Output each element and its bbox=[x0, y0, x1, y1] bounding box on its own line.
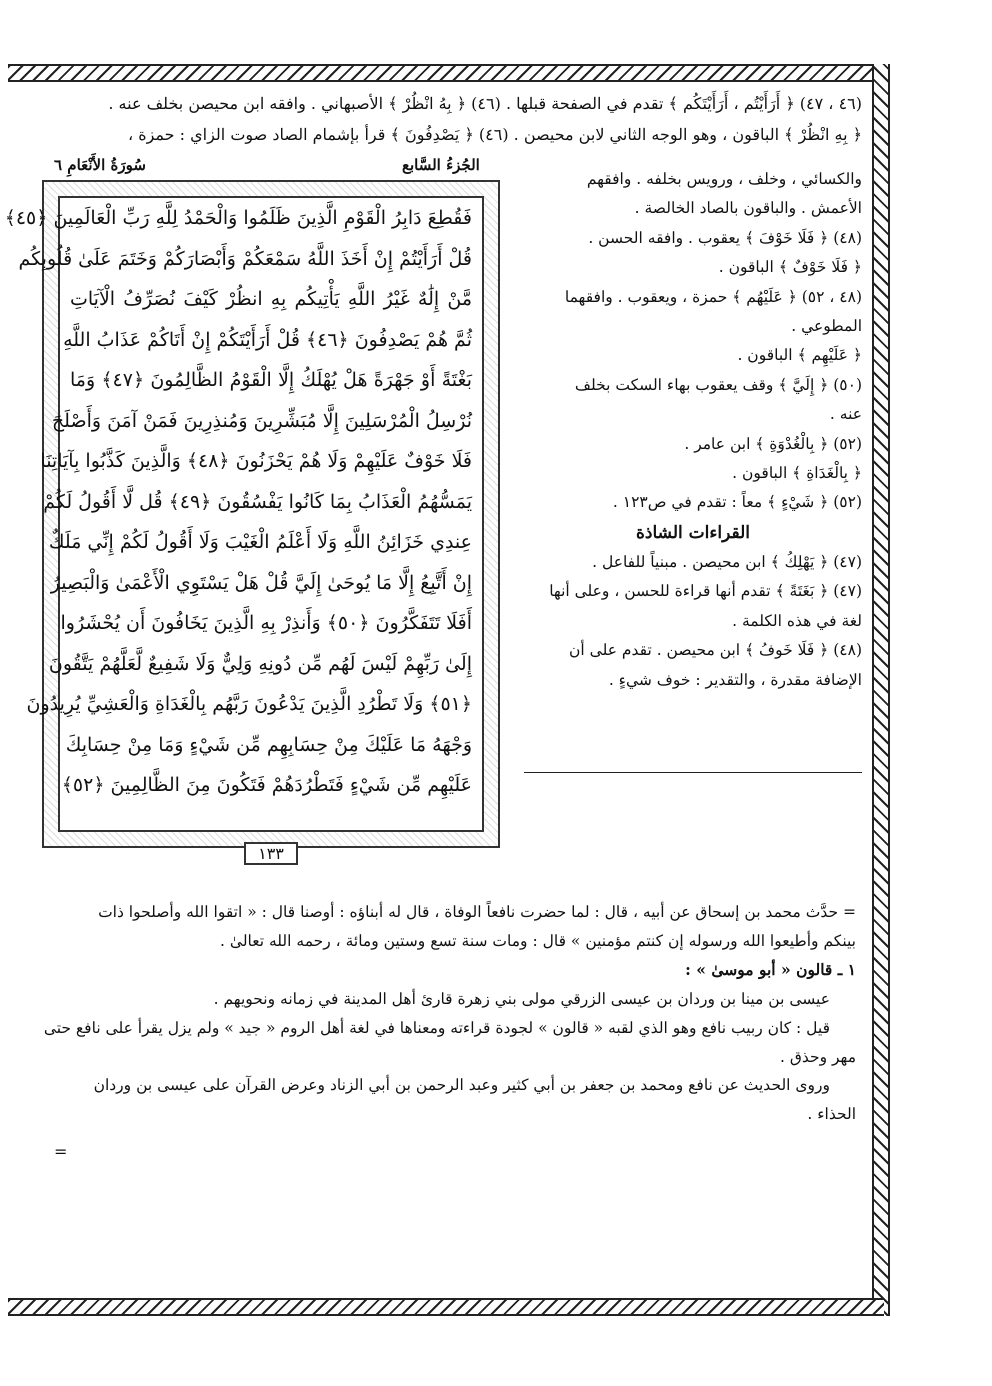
note-line: الأعمش . والباقون بالصاد الخالصة . bbox=[634, 199, 862, 218]
note-line: (٥٢) ﴿ بِالْغُدْوَةِ ﴾ ابن عامر . bbox=[684, 434, 862, 453]
notes-divider bbox=[524, 772, 862, 773]
mushaf-footer bbox=[42, 842, 500, 865]
note-line: عنه . bbox=[829, 405, 862, 424]
note-line: ﴿ فَلَا خَوْفٌ ﴾ الباقون . bbox=[718, 258, 862, 277]
quran-line: عِندِي خَزَائِنُ اللَّهِ وَلَا أَعْلَمُ الْغَيْبَ وَلَا أَقُولُ لَكُمْ إِنِّي مَلَكٌ bbox=[48, 531, 472, 553]
quran-line: يَمَسُّهُمُ الْعَذَابُ بِمَا كَانُوا يَفْسُقُونَ ﴿٤٩﴾ قُل لَّا أَقُولُ لَكُمْ bbox=[43, 490, 472, 513]
footnote-line: بينكم وأطيعوا الله ورسوله إن كنتم مؤمنين » قال : ومات سنة تسع وستين ومائة ، رحمه الله تعالىٰ . bbox=[220, 931, 856, 950]
quran-line: بَغْتَةً أَوْ جَهْرَةً هَلْ يُهْلَكُ إِلَّا الْقَوْمُ الظَّالِمُونَ ﴿٤٧﴾ وَمَا bbox=[70, 369, 472, 391]
ornamental-border-top bbox=[8, 64, 884, 82]
note-line: ﴿ بِالْغَدَاةِ ﴾ الباقون . bbox=[732, 464, 862, 483]
top-note-line: ﴿ بِهِ انْظُرْ ﴾ الباقون ، وهو الوجه الثاني لابن محيصن . (٤٦) ﴿ يَصْدِفُونَ ﴾ قرأ بإشمام الصاد صوت الزاي : حمزة ، bbox=[127, 125, 862, 144]
quran-line: فَقُطِعَ دَابِرُ الْقَوْمِ الَّذِينَ ظَلَمُوا وَالْحَمْدُ لِلَّهِ رَبِّ الْعَالَمِينَ ﴿٤٥﴾ bbox=[4, 207, 472, 229]
footnote-line: = حدَّث محمد بن إسحاق عن أبيه ، قال : لما حضرت نافعاً الوفاة ، قال له أبناؤه : أوصنا قال : « اتقوا الله وأصلحوا ذات bbox=[98, 903, 856, 921]
footnote-line: مهر وحذق . bbox=[779, 1047, 856, 1066]
note-line: (٤٨) ﴿ فَلَا خَوْفَ ﴾ يعقوب . وافقه الحسن . bbox=[588, 228, 862, 247]
quran-line: إِلَىٰ رَبِّهِمْ لَيْسَ لَهُم مِّن دُونِهِ وَلِيٌّ وَلَا شَفِيعٌ لَّعَلَّهُمْ يَتَّقُونَ bbox=[48, 652, 472, 675]
mushaf-text-area bbox=[4, 196, 484, 832]
footnote-line: قيل : كان ربيب نافع وهو الذي لقبه « قالون » لجودة قراءته ومعناها في لغة أهل الروم « جيد » ولم يزل يقرأ على نافع حتى bbox=[43, 1018, 830, 1037]
quran-line: قُلْ أَرَأَيْتُمْ إِنْ أَخَذَ اللَّهُ سَمْعَكُمْ وَأَبْصَارَكُمْ وَخَتَمَ عَلَىٰ قُلُوبِكُم bbox=[18, 247, 472, 270]
shadh-note-line: لغة في هذه الكلمة . bbox=[732, 611, 862, 630]
mushaf-page bbox=[4, 152, 510, 868]
section-title: القراءات الشاذة bbox=[636, 522, 750, 543]
shadh-note-line: (٤٧) ﴿ بَغَتَةً ﴾ تقدم أنها قراءة للحسن ، وعلى أنها bbox=[549, 582, 862, 601]
mushaf-page-number: ١٣٣ bbox=[244, 842, 298, 865]
surah-name: سُورَةُ الأَنْعَامِ ٦ bbox=[54, 156, 146, 174]
footnote-line: الحذاء . bbox=[807, 1105, 856, 1124]
mushaf-ornamental-frame bbox=[4, 180, 500, 848]
quran-line: ثُمَّ هُمْ يَصْدِفُونَ ﴿٤٦﴾ قُلْ أَرَأَيْتَكُمْ إِنْ أَتَاكُمْ عَذَابُ اللَّهِ bbox=[63, 328, 472, 351]
footnote-heading: ١ ـ قالون « أبو موسىٰ » : bbox=[685, 959, 856, 979]
quran-line: ﴿٥١﴾ وَلَا تَطْرُدِ الَّذِينَ يَدْعُونَ رَبَّهُم بِالْغَدَاةِ وَالْعَشِيِّ يُرِيدُونَ bbox=[26, 693, 472, 715]
footnote-line: عيسى بن مينا بن وردان بن عيسى الزرقي مولى بني زهرة قارئ أهل المدينة في زمانه ونحويهم . bbox=[213, 989, 830, 1008]
continuation-mark: = bbox=[54, 1142, 68, 1161]
quran-line: وَجْهَهُ مَا عَلَيْكَ مِنْ حِسَابِهِم مِّن شَيْءٍ وَمَا مِنْ حِسَابِكَ bbox=[65, 733, 472, 756]
shadh-note-line: (٤٨) ﴿ فَلَا خَوفُ ﴾ ابن محيصن . تقدم على أن bbox=[569, 641, 862, 660]
note-line: والكسائي ، وخلف ، ورويس بخلفه . وافقهم bbox=[586, 170, 862, 188]
footnote-line: وروى الحديث عن نافع ومحمد بن جعفر بن أبي كثير وعبد الرحمن بن أبي الزناد وعرض القرآن على عيسى بن وردان bbox=[93, 1076, 830, 1095]
top-notes bbox=[40, 88, 862, 150]
quran-line: نُرْسِلُ الْمُرْسَلِينَ إِلَّا مُبَشِّرِينَ وَمُنذِرِينَ فَمَنْ آمَنَ وَأَصْلَحَ bbox=[51, 409, 472, 432]
quran-line: فَلَا خَوْفٌ عَلَيْهِمْ وَلَا هُمْ يَحْزَنُونَ ﴿٤٨﴾ وَالَّذِينَ كَذَّبُوا بِآيَاتِنَا bbox=[40, 450, 472, 472]
quran-line: أَفَلَا تَتَفَكَّرُونَ ﴿٥٠﴾ وَأَنذِرْ بِهِ الَّذِينَ يَخَافُونَ أَن يُحْشَرُوا bbox=[60, 612, 472, 634]
top-note-line: (٤٦ ، ٤٧) ﴿ أَرَأَيْتُم ، أَرَأَيْتَكُم ﴾ تقدم في الصفحة قبلها . (٤٦) ﴿ بِهُ انْظُرْ ﴾ الأصبهاني . وافقه ابن محيصن بخلف عنه . bbox=[108, 94, 862, 113]
quran-line: إِنْ أَتَّبِعُ إِلَّا مَا يُوحَىٰ إِلَيَّ قُلْ هَلْ يَسْتَوِي الْأَعْمَىٰ وَالْبَصِيرُ bbox=[50, 571, 472, 594]
quran-line: مَّنْ إِلَٰهٌ غَيْرُ اللَّهِ يَأْتِيكُم بِهِ انظُرْ كَيْفَ نُصَرِّفُ الْآيَاتِ bbox=[70, 288, 472, 310]
note-line: (٥٠) ﴿ إِلَيَّ ﴾ وقف يعقوب بهاء السكت بخلف bbox=[574, 375, 862, 394]
note-line: ﴿ عَلَيْهِم ﴾ الباقون . bbox=[737, 346, 862, 365]
shadh-note-line: الإضافة مقدرة ، والتقدير : خوف شيءٍ . bbox=[608, 670, 862, 689]
mushaf-header bbox=[42, 152, 510, 182]
quran-line: عَلَيْهِم مِّن شَيْءٍ فَتَطْرُدَهُمْ فَتَكُونَ مِنَ الظَّالِمِينَ ﴿٥٢﴾ bbox=[61, 774, 472, 796]
biography-footnotes bbox=[43, 898, 856, 1129]
note-line: المطوعي . bbox=[791, 317, 862, 336]
juz-name: الجُزءُ السَّابع bbox=[402, 156, 480, 174]
qiraat-notes bbox=[524, 165, 862, 695]
shadh-note-line: (٤٧) ﴿ يَهْلِكُ ﴾ ابن محيصن . مبنياً للفاعل . bbox=[592, 552, 862, 571]
ornamental-border-bottom bbox=[8, 1298, 884, 1316]
note-line: (٤٨ ، ٥٢) ﴿ عَلَيْهُم ﴾ حمزة ، ويعقوب . وافقهما bbox=[564, 287, 862, 306]
note-line: (٥٢) ﴿ شَيْءٍ ﴾ معاً : تقدم في ص١٢٣ . bbox=[612, 493, 862, 512]
ornamental-border-right bbox=[872, 64, 890, 1316]
